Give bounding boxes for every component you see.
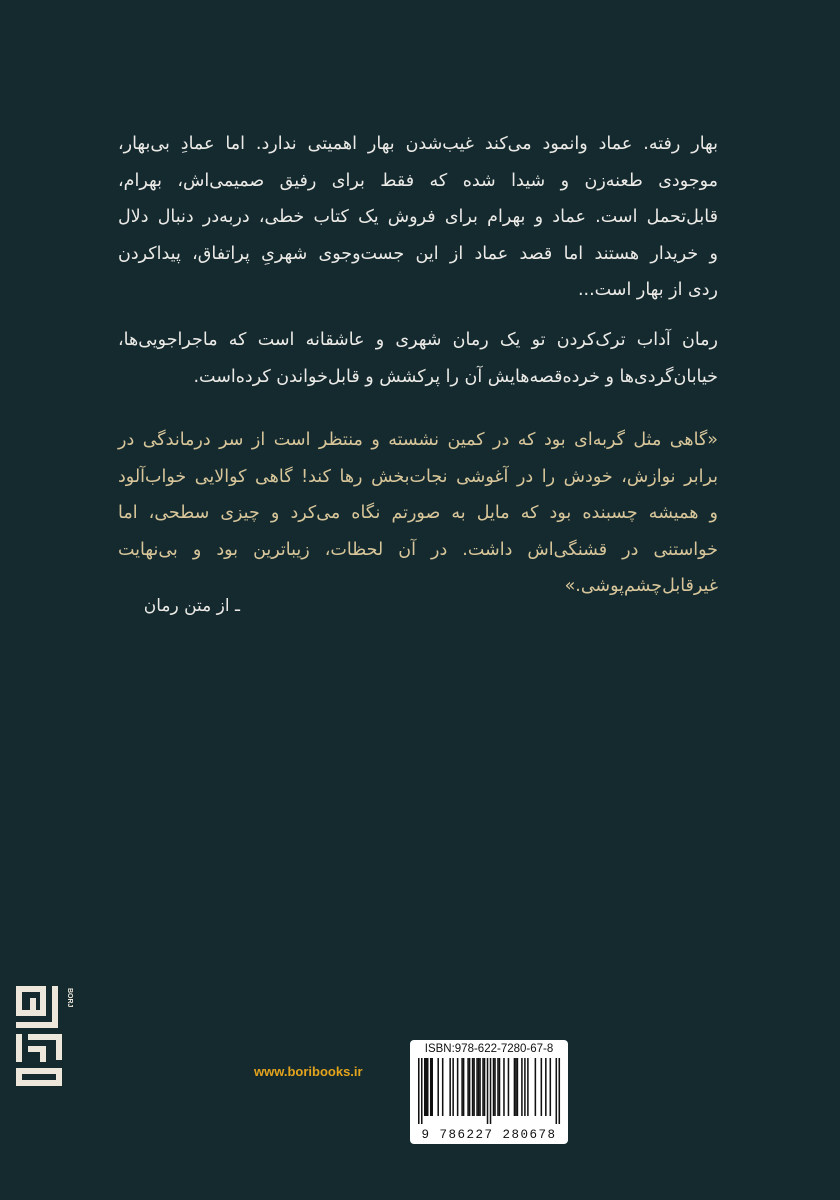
barcode-bar [442,1058,444,1116]
blurb-paragraph-1 [118,126,718,309]
barcode-bar [499,1058,501,1116]
blurb-paragraph-2 [118,322,718,395]
barcode-bar [508,1058,510,1116]
barcode-bar [482,1058,484,1116]
barcode-bar [550,1058,552,1116]
isbn-barcode [410,1040,568,1144]
quote-line: و همیشه چسبنده بود که مایل به صورتم نگاه می‌کرد و چیزی سطحی، اما [118,503,718,523]
blurb-line: خیابان‌گردی‌ها و خرده‌قصه‌هایش آن را پرکشش و قابل‌خواندن کرده‌است. [193,366,718,387]
barcode-digits: 9 786227 280678 [421,1128,557,1142]
barcode-bar [494,1058,496,1116]
barcode-bar [431,1058,433,1116]
barcode-bar [514,1058,516,1116]
blurb-line: ردی از بهار است... [577,280,718,300]
barcode-bar [425,1058,427,1116]
barcode-bar [463,1058,465,1116]
barcode-bar [521,1058,523,1116]
barcode-bar [472,1058,474,1116]
novel-quote [118,422,718,605]
blurb-line: موجودی طعنه‌زن و شیدا شده که فقط برای رفیق صمیمی‌اش، بهرام، [118,170,718,191]
barcode-bar [524,1058,526,1116]
barcode-bar [473,1058,475,1116]
publisher-logo [14,984,72,1088]
barcode-bar [469,1058,471,1116]
barcode-bar [559,1058,561,1124]
barcode-bar [449,1058,451,1116]
barcode-bar [535,1058,537,1116]
quote-source: ـ از متن رمان [143,596,240,616]
barcode-bar [421,1058,423,1124]
quote-line: برابر نوازش، خودش را در آغوشی نجات‌بخش رها کند! گاهی کوالایی خواب‌آلود [118,466,718,487]
barcode-bar [479,1058,481,1116]
barcode-bar [527,1058,529,1116]
barcode-bar [503,1058,505,1116]
barcode-bar [427,1058,429,1116]
barcode-bar [517,1058,519,1116]
borj-logo-icon [14,984,72,1088]
barcode-bar [490,1058,492,1124]
barcode-bar [545,1058,547,1116]
barcode-bar [476,1058,478,1116]
blurb-line: رمان آداب ترک‌کردن تو یک رمان شهری و عاشقانه است که ماجراجویی‌ها، [118,330,718,350]
barcode-bar [430,1058,432,1116]
blurb-line: بهار رفته. عماد وانمود می‌کند غیب‌شدن بهار اهمیتی ندارد. اما عمادِ بی‌بهار، [118,134,718,154]
barcode-bars [418,1058,560,1124]
barcode-bar [467,1058,469,1116]
barcode-bar [461,1058,463,1116]
barcode-bar [556,1058,558,1124]
barcode-bar [437,1058,439,1116]
isbn-label: ISBN:978-622-7280-67-8 [424,1043,554,1055]
publisher-website-link[interactable]: www.boribooks.ir [254,1064,363,1079]
quote-line: «گاهی مثل گربه‌ای بود که در کمین نشسته و منتظر است از سر درماندگی در [118,430,718,450]
barcode-bar [418,1058,420,1124]
quote-line: غیرقابل‌چشم‌پوشی.» [564,576,718,596]
barcode-bar [497,1058,499,1116]
barcode-bar [515,1058,517,1116]
barcode-bar [424,1058,426,1116]
barcode-bar [457,1058,459,1116]
barcode-bar [452,1058,454,1116]
barcode-bar [541,1058,543,1116]
blurb-line: و خریدار هستند اما قصد عماد از این جست‌وجوی شهریِ پراتفاق، پیداکردن [118,243,718,264]
barcode-bar [484,1058,486,1116]
logo-wordmark: BORJ [66,988,73,1008]
barcode-bar [487,1058,489,1124]
quote-line: خواستنی در قشنگی‌اش داشت. در آن لحظات، زیباترین بود و بی‌نهایت [118,539,718,560]
blurb-line: قابل‌تحمل است. عماد و بهرام برای فروش یک کتاب خطی، دربه‌در دنبال دلال [118,207,718,227]
barcode-bar [478,1058,480,1116]
barcode-bar [493,1058,495,1116]
